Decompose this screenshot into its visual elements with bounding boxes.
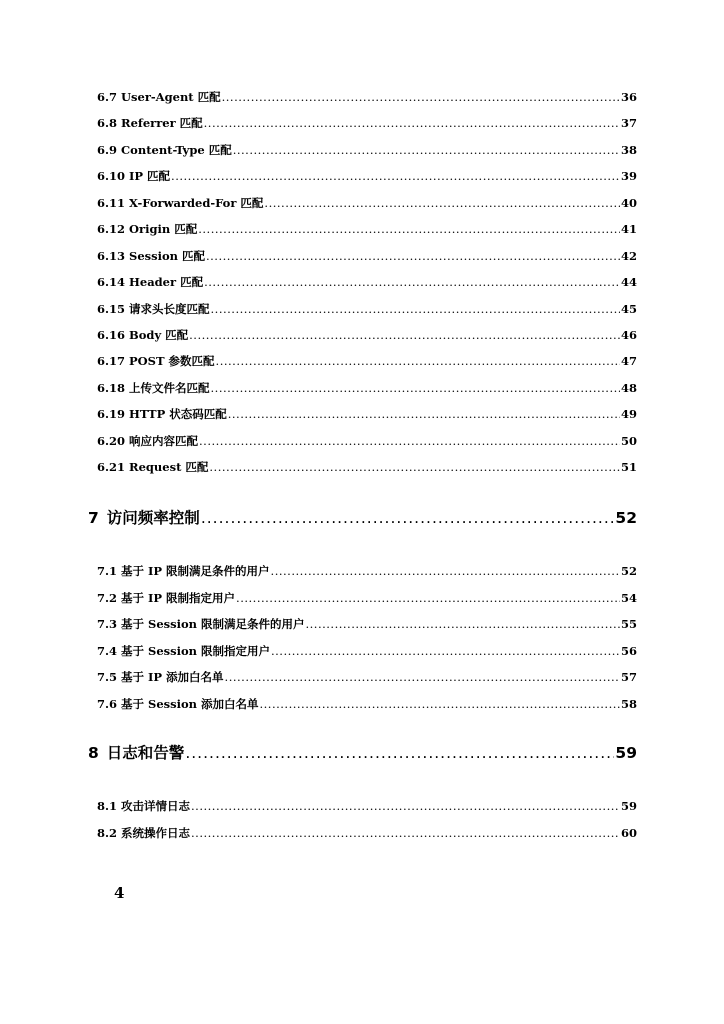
toc-entry-page: 56 [620, 644, 637, 658]
chapter-title: 日志和告警 [106, 744, 185, 762]
chapter-number: 7 [88, 509, 99, 527]
dot-leader [185, 742, 614, 764]
dot-leader [225, 669, 620, 685]
dot-leader [260, 696, 620, 712]
dot-leader [198, 221, 620, 237]
toc-entry-page: 54 [620, 591, 637, 605]
toc-entry-title: 6.14 Header 匹配 [97, 275, 204, 289]
toc-entry-page: 57 [620, 670, 637, 684]
toc-entry-page: 39 [620, 169, 637, 183]
dot-leader [209, 459, 620, 475]
toc-entry-page: 59 [620, 799, 637, 813]
toc-entry[interactable] [97, 406, 637, 422]
toc-chapter-7[interactable] [88, 507, 637, 529]
toc-entry-title: 6.8 Referrer 匹配 [97, 116, 203, 130]
toc-entry-title: 6.12 Origin 匹配 [97, 222, 198, 236]
dot-leader [233, 142, 620, 158]
toc-entry-page: 60 [620, 826, 637, 840]
toc-entry-page: 58 [620, 697, 637, 711]
toc-entry-title: 6.15 请求头长度匹配 [97, 302, 210, 316]
toc-entry-page: 48 [620, 381, 637, 395]
toc-entry[interactable] [97, 433, 637, 449]
toc-entry-title: 6.21 Request 匹配 [97, 460, 209, 474]
toc-entry[interactable] [97, 643, 637, 659]
dot-leader [236, 590, 620, 606]
toc-entry[interactable] [97, 221, 637, 237]
toc-entry[interactable] [97, 327, 637, 343]
toc-entry[interactable] [97, 669, 637, 685]
dot-leader [189, 327, 620, 343]
toc-entry[interactable] [97, 563, 637, 579]
toc-entry-page: 49 [620, 407, 637, 421]
toc-entry-title: 7.2 基于 IP 限制指定用户 [97, 591, 236, 605]
chapter-number: 8 [88, 744, 99, 762]
toc-entry-title: 6.16 Body 匹配 [97, 328, 189, 342]
dot-leader [222, 89, 620, 105]
toc-entry-title: 6.20 响应内容匹配 [97, 434, 199, 448]
toc-entry-page: 38 [620, 143, 637, 157]
toc-entry[interactable] [97, 115, 637, 131]
toc-entry[interactable] [97, 590, 637, 606]
toc-entry-title: 6.13 Session 匹配 [97, 249, 205, 263]
page-number: 4 [114, 884, 125, 902]
toc-entry-page: 45 [620, 302, 637, 316]
toc-entry[interactable] [97, 798, 637, 814]
toc-entry-title: 6.7 User-Agent 匹配 [97, 90, 221, 104]
toc-entry-page: 44 [620, 275, 637, 289]
toc-entry-page: 41 [620, 222, 637, 236]
toc-entry-title: 6.9 Content-Type 匹配 [97, 143, 232, 157]
dot-leader [191, 798, 620, 814]
chapter-title: 访问频率控制 [106, 509, 200, 527]
toc-entry-page: 51 [620, 460, 637, 474]
toc-entry-title: 6.10 IP 匹配 [97, 169, 171, 183]
toc-entry[interactable] [97, 142, 637, 158]
toc-entry-title: 6.18 上传文件名匹配 [97, 381, 210, 395]
dot-leader [211, 301, 620, 317]
toc-entry-page: 42 [620, 249, 637, 263]
dot-leader [191, 825, 620, 841]
toc-entry[interactable] [97, 248, 637, 264]
toc-entry[interactable] [97, 353, 637, 369]
dot-leader [306, 616, 620, 632]
toc-entry-title: 6.17 POST 参数匹配 [97, 354, 215, 368]
toc-entry[interactable] [97, 825, 637, 841]
toc-entry-title: 7.5 基于 IP 添加白名单 [97, 670, 224, 684]
dot-leader [206, 248, 620, 264]
toc-entry-title: 6.11 X-Forwarded-For 匹配 [97, 196, 264, 210]
toc-entry-title: 6.19 HTTP 状态码匹配 [97, 407, 227, 421]
toc-entry[interactable] [97, 459, 637, 475]
toc-entry-title: 7.1 基于 IP 限制满足条件的用户 [97, 564, 270, 578]
dot-leader [199, 433, 620, 449]
dot-leader [271, 643, 620, 659]
toc-entry-page: 40 [620, 196, 637, 210]
dot-leader [228, 406, 620, 422]
dot-leader [204, 274, 620, 290]
toc-entry-page: 47 [620, 354, 637, 368]
dot-leader [171, 168, 620, 184]
toc-entry[interactable] [97, 195, 637, 211]
dot-leader [216, 353, 620, 369]
toc-entry-title: 7.3 基于 Session 限制满足条件的用户 [97, 617, 305, 631]
toc-entry[interactable] [97, 616, 637, 632]
toc-entry-title: 7.6 基于 Session 添加白名单 [97, 697, 259, 711]
toc-entry-page: 37 [620, 116, 637, 130]
toc-entry-title: 8.2 系统操作日志 [97, 826, 191, 840]
dot-leader [271, 563, 620, 579]
dot-leader [211, 380, 620, 396]
toc-entry[interactable] [97, 696, 637, 712]
toc-entry-page: 55 [620, 617, 637, 631]
toc-entry[interactable] [97, 168, 637, 184]
toc-entry-page: 36 [620, 90, 637, 104]
toc-entry-page: 46 [620, 328, 637, 342]
toc-entry[interactable] [97, 274, 637, 290]
toc-entry[interactable] [97, 89, 637, 105]
dot-leader [201, 507, 615, 529]
toc-chapter-8[interactable] [88, 742, 637, 764]
toc-entry[interactable] [97, 301, 637, 317]
toc-entry-page: 50 [620, 434, 637, 448]
chapter-page: 52 [615, 509, 637, 527]
dot-leader [204, 115, 620, 131]
chapter-page: 59 [615, 744, 637, 762]
dot-leader [264, 195, 620, 211]
toc-entry[interactable] [97, 380, 637, 396]
toc-entry-title: 8.1 攻击详情日志 [97, 799, 191, 813]
toc-entry-title: 7.4 基于 Session 限制指定用户 [97, 644, 270, 658]
toc-entry-page: 52 [620, 564, 637, 578]
